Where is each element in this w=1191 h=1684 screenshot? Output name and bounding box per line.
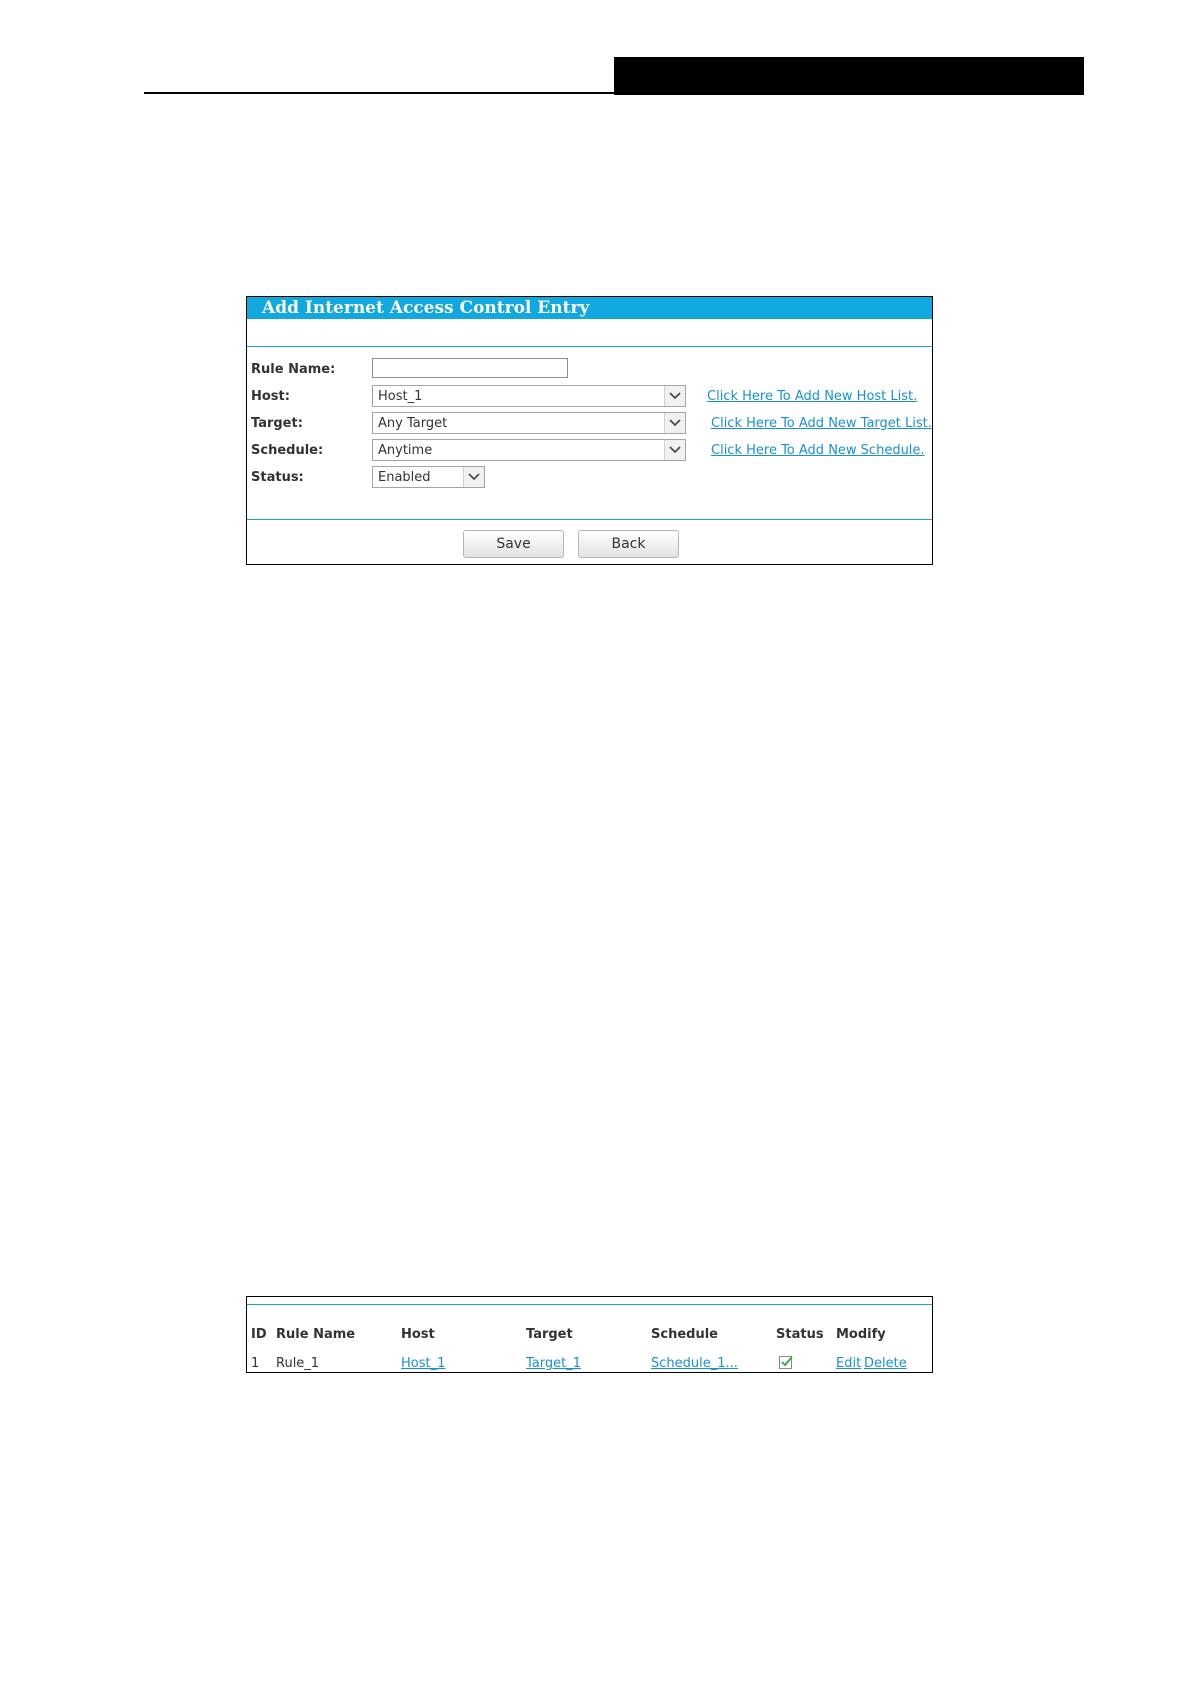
rule-name-input[interactable] (372, 358, 568, 378)
edit-link[interactable]: Edit (836, 1356, 862, 1371)
add-host-link[interactable]: Click Here To Add New Host List. (707, 389, 918, 404)
cell-id: 1 (251, 1356, 260, 1371)
column-header-rule-name: Rule Name (276, 1327, 356, 1342)
button-bar (247, 530, 932, 558)
cell-host-link[interactable]: Host_1 (401, 1356, 446, 1371)
access-control-rules-table (246, 1296, 933, 1373)
status-select-value: Enabled (378, 470, 431, 485)
schedule-select[interactable] (372, 439, 686, 461)
column-header-id: ID (251, 1327, 267, 1342)
cell-schedule-link[interactable]: Schedule_1... (651, 1356, 738, 1371)
header-rule (144, 92, 1084, 94)
header-bar (614, 57, 1084, 95)
host-select[interactable] (372, 385, 686, 407)
column-header-target: Target (526, 1327, 573, 1342)
target-select-value: Any Target (378, 416, 448, 431)
rule-name-label: Rule Name: (251, 362, 336, 377)
column-header-modify: Modify (836, 1327, 886, 1342)
cell-rule-name: Rule_1 (276, 1356, 320, 1371)
cell-target-link[interactable]: Target_1 (526, 1356, 581, 1371)
column-header-status: Status (776, 1327, 824, 1342)
status-select[interactable] (372, 466, 485, 488)
column-header-schedule: Schedule (651, 1327, 718, 1342)
target-label: Target: (251, 416, 303, 431)
panel-title: Add Internet Access Control Entry (247, 297, 932, 319)
divider (247, 346, 932, 347)
chevron-down-icon (664, 440, 685, 460)
schedule-label: Schedule: (251, 443, 324, 458)
host-row (251, 385, 921, 407)
save-button[interactable]: Save (463, 530, 564, 558)
add-target-link[interactable]: Click Here To Add New Target List. (711, 416, 932, 431)
add-access-control-panel (246, 296, 933, 565)
schedule-select-value: Anytime (378, 443, 433, 458)
host-label: Host: (251, 389, 290, 404)
column-header-host: Host (401, 1327, 435, 1342)
target-select[interactable] (372, 412, 686, 434)
add-schedule-link[interactable]: Click Here To Add New Schedule. (711, 443, 925, 458)
schedule-row (251, 439, 925, 461)
divider (247, 519, 932, 520)
divider (247, 1304, 932, 1305)
target-row (251, 412, 931, 434)
chevron-down-icon (664, 386, 685, 406)
status-label: Status: (251, 470, 304, 485)
delete-link[interactable]: Delete (864, 1356, 907, 1371)
chevron-down-icon (463, 467, 484, 487)
chevron-down-icon (664, 413, 685, 433)
status-row (251, 466, 921, 488)
rule-name-row (251, 358, 921, 380)
host-select-value: Host_1 (378, 389, 423, 404)
checkbox-checked-icon[interactable] (779, 1355, 793, 1373)
back-button[interactable]: Back (578, 530, 679, 558)
